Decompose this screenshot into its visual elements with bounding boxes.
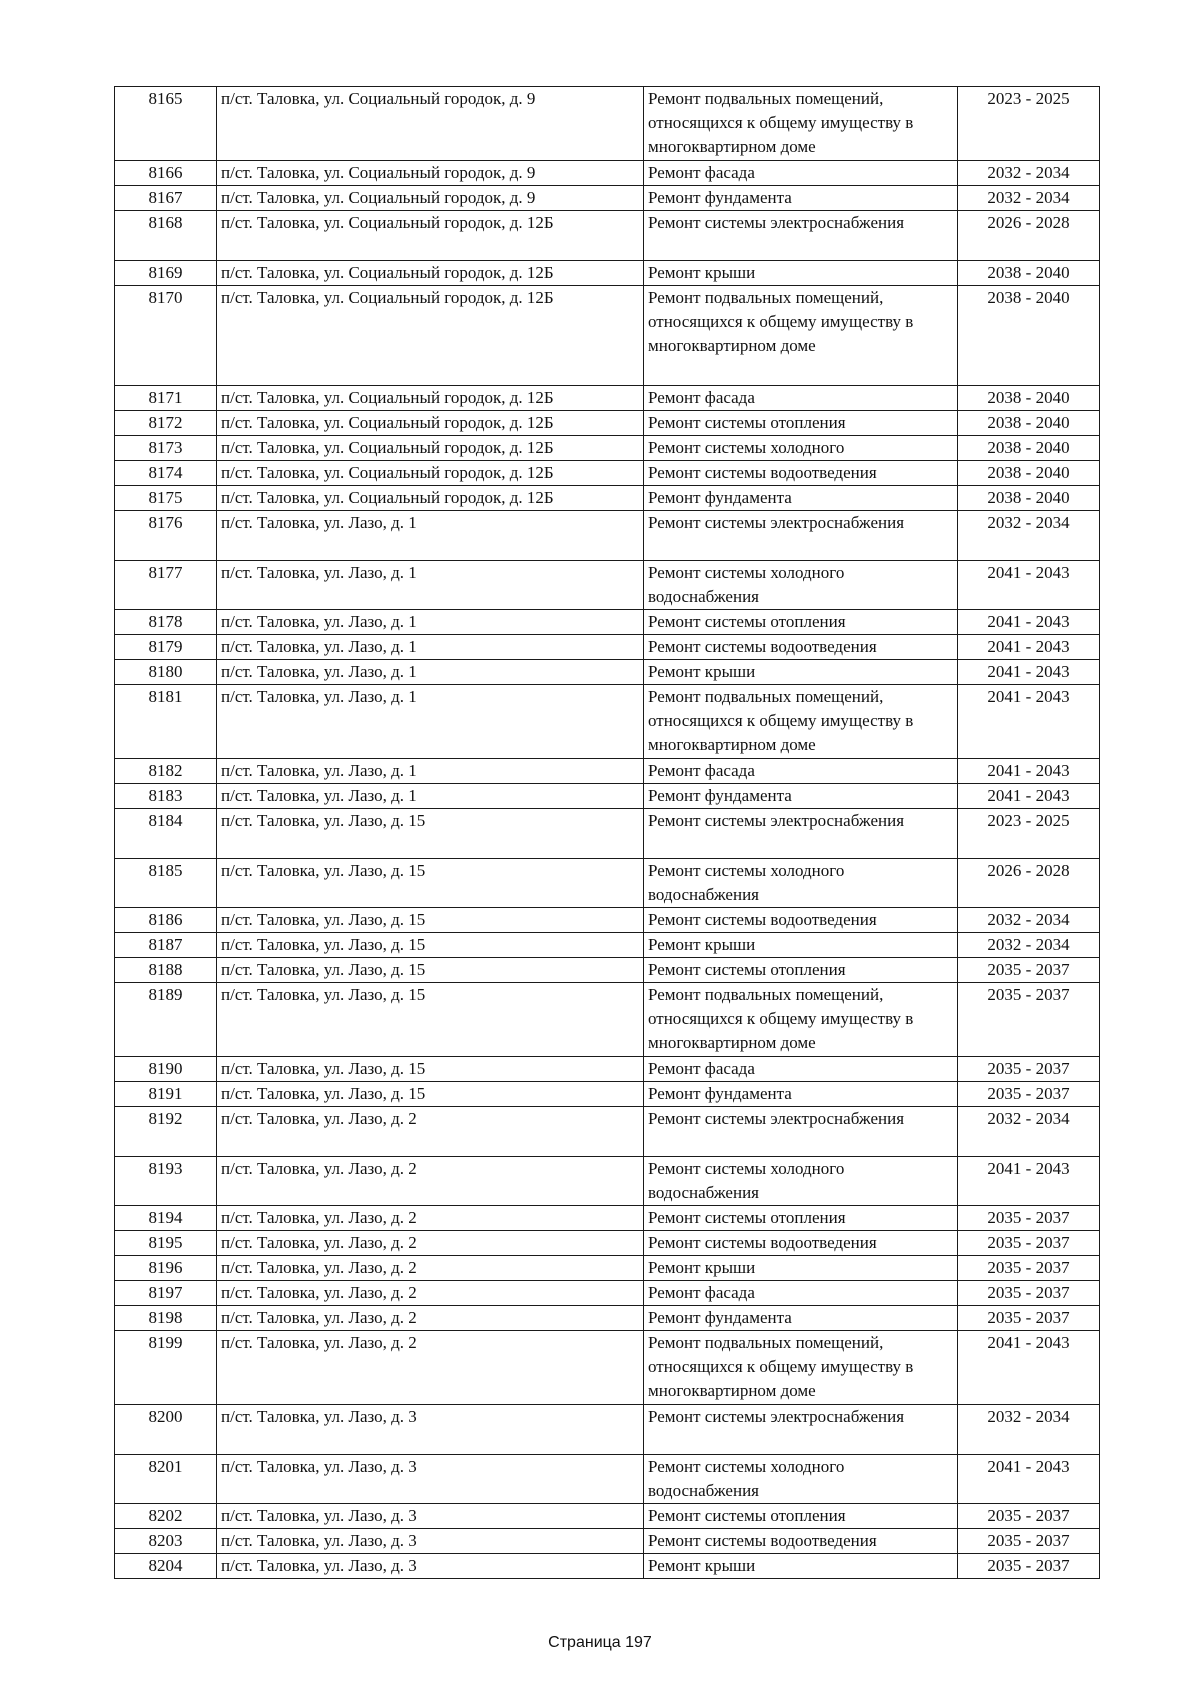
row-number: 8191 [115, 1082, 217, 1107]
row-work-type: Ремонт системы отопления [644, 610, 958, 635]
row-work-type: Ремонт системы водоотведения [644, 461, 958, 486]
row-number: 8194 [115, 1206, 217, 1231]
row-period: 2035 - 2037 [958, 1281, 1100, 1306]
row-period: 2035 - 2037 [958, 1256, 1100, 1281]
row-number: 8198 [115, 1306, 217, 1331]
row-number: 8197 [115, 1281, 217, 1306]
repair-schedule-table [114, 86, 1100, 1579]
table-row [115, 186, 1100, 211]
row-address: п/ст. Таловка, ул. Лазо, д. 15 [217, 908, 644, 933]
row-work-type: Ремонт фасада [644, 759, 958, 784]
row-address: п/ст. Таловка, ул. Лазо, д. 1 [217, 610, 644, 635]
row-period: 2026 - 2028 [958, 859, 1100, 908]
row-period: 2032 - 2034 [958, 1107, 1100, 1157]
row-number: 8203 [115, 1529, 217, 1554]
row-period: 2035 - 2037 [958, 1554, 1100, 1579]
row-work-type: Ремонт фасада [644, 1281, 958, 1306]
row-number: 8190 [115, 1057, 217, 1082]
table-row [115, 211, 1100, 261]
row-address: п/ст. Таловка, ул. Лазо, д. 2 [217, 1331, 644, 1405]
row-period: 2038 - 2040 [958, 411, 1100, 436]
row-work-type: Ремонт фасада [644, 386, 958, 411]
row-address: п/ст. Таловка, ул. Лазо, д. 2 [217, 1256, 644, 1281]
row-address: п/ст. Таловка, ул. Лазо, д. 15 [217, 1082, 644, 1107]
row-number: 8189 [115, 983, 217, 1057]
row-work-type: Ремонт крыши [644, 1256, 958, 1281]
row-period: 2023 - 2025 [958, 87, 1100, 161]
row-period: 2038 - 2040 [958, 461, 1100, 486]
row-work-type: Ремонт системы отопления [644, 411, 958, 436]
row-work-type: Ремонт системы холодного водоснабжения [644, 1455, 958, 1504]
page-number: Страница 197 [548, 1634, 652, 1651]
table-row [115, 561, 1100, 610]
row-number: 8169 [115, 261, 217, 286]
table-row [115, 859, 1100, 908]
row-number: 8201 [115, 1455, 217, 1504]
table-row [115, 461, 1100, 486]
table-row [115, 1107, 1100, 1157]
row-period: 2035 - 2037 [958, 1529, 1100, 1554]
table-row [115, 809, 1100, 859]
table-row [115, 1256, 1100, 1281]
row-work-type: Ремонт крыши [644, 933, 958, 958]
row-period: 2035 - 2037 [958, 1231, 1100, 1256]
row-period: 2041 - 2043 [958, 1455, 1100, 1504]
table-row [115, 1405, 1100, 1455]
row-work-type: Ремонт системы электроснабжения [644, 211, 958, 261]
row-period: 2032 - 2034 [958, 511, 1100, 561]
row-address: п/ст. Таловка, ул. Социальный городок, д. 9 [217, 186, 644, 211]
table-row [115, 161, 1100, 186]
row-period: 2035 - 2037 [958, 983, 1100, 1057]
row-number: 8167 [115, 186, 217, 211]
row-number: 8204 [115, 1554, 217, 1579]
row-number: 8183 [115, 784, 217, 809]
table-row [115, 1455, 1100, 1504]
table-row [115, 1057, 1100, 1082]
row-work-type: Ремонт подвальных помещений, относящихся к общему имуществу в многоквартирном доме [644, 87, 958, 161]
row-address: п/ст. Таловка, ул. Лазо, д. 2 [217, 1231, 644, 1256]
table-row [115, 411, 1100, 436]
row-number: 8178 [115, 610, 217, 635]
row-period: 2035 - 2037 [958, 958, 1100, 983]
row-address: п/ст. Таловка, ул. Лазо, д. 15 [217, 983, 644, 1057]
row-number: 8165 [115, 87, 217, 161]
row-address: п/ст. Таловка, ул. Социальный городок, д. 12Б [217, 486, 644, 511]
row-period: 2041 - 2043 [958, 610, 1100, 635]
row-address: п/ст. Таловка, ул. Лазо, д. 3 [217, 1455, 644, 1504]
row-work-type: Ремонт системы холодного [644, 436, 958, 461]
row-period: 2041 - 2043 [958, 685, 1100, 759]
row-period: 2038 - 2040 [958, 286, 1100, 386]
row-address: п/ст. Таловка, ул. Социальный городок, д. 12Б [217, 211, 644, 261]
row-work-type: Ремонт подвальных помещений, относящихся к общему имуществу в многоквартирном доме [644, 1331, 958, 1405]
row-work-type: Ремонт фасада [644, 161, 958, 186]
table-body [115, 87, 1100, 1579]
row-number: 8177 [115, 561, 217, 610]
table-row [115, 784, 1100, 809]
row-address: п/ст. Таловка, ул. Лазо, д. 15 [217, 1057, 644, 1082]
row-address: п/ст. Таловка, ул. Социальный городок, д. 9 [217, 87, 644, 161]
table-row [115, 386, 1100, 411]
row-address: п/ст. Таловка, ул. Лазо, д. 1 [217, 685, 644, 759]
row-work-type: Ремонт подвальных помещений, относящихся к общему имуществу в многоквартирном доме [644, 286, 958, 386]
table-row [115, 1206, 1100, 1231]
row-work-type: Ремонт фундамента [644, 486, 958, 511]
table-row [115, 908, 1100, 933]
row-work-type: Ремонт подвальных помещений, относящихся к общему имуществу в многоквартирном доме [644, 983, 958, 1057]
row-work-type: Ремонт системы водоотведения [644, 635, 958, 660]
row-address: п/ст. Таловка, ул. Лазо, д. 2 [217, 1157, 644, 1206]
row-address: п/ст. Таловка, ул. Лазо, д. 3 [217, 1405, 644, 1455]
row-period: 2035 - 2037 [958, 1082, 1100, 1107]
row-period: 2026 - 2028 [958, 211, 1100, 261]
row-number: 8195 [115, 1231, 217, 1256]
row-number: 8172 [115, 411, 217, 436]
row-work-type: Ремонт системы электроснабжения [644, 1107, 958, 1157]
row-period: 2038 - 2040 [958, 436, 1100, 461]
row-address: п/ст. Таловка, ул. Социальный городок, д. 12Б [217, 286, 644, 386]
row-period: 2023 - 2025 [958, 809, 1100, 859]
row-number: 8182 [115, 759, 217, 784]
row-address: п/ст. Таловка, ул. Лазо, д. 1 [217, 561, 644, 610]
row-period: 2038 - 2040 [958, 386, 1100, 411]
table-row [115, 286, 1100, 386]
table-row [115, 610, 1100, 635]
table-row [115, 1281, 1100, 1306]
row-address: п/ст. Таловка, ул. Лазо, д. 2 [217, 1206, 644, 1231]
row-address: п/ст. Таловка, ул. Лазо, д. 2 [217, 1281, 644, 1306]
row-number: 8193 [115, 1157, 217, 1206]
row-period: 2032 - 2034 [958, 933, 1100, 958]
row-work-type: Ремонт крыши [644, 660, 958, 685]
row-work-type: Ремонт подвальных помещений, относящихся к общему имуществу в многоквартирном доме [644, 685, 958, 759]
row-address: п/ст. Таловка, ул. Социальный городок, д. 12Б [217, 461, 644, 486]
table-row [115, 486, 1100, 511]
row-number: 8196 [115, 1256, 217, 1281]
row-address: п/ст. Таловка, ул. Лазо, д. 1 [217, 660, 644, 685]
row-address: п/ст. Таловка, ул. Лазо, д. 2 [217, 1107, 644, 1157]
row-work-type: Ремонт системы холодного водоснабжения [644, 859, 958, 908]
table-row [115, 1231, 1100, 1256]
row-period: 2035 - 2037 [958, 1057, 1100, 1082]
row-work-type: Ремонт системы электроснабжения [644, 1405, 958, 1455]
table-row [115, 87, 1100, 161]
row-period: 2041 - 2043 [958, 759, 1100, 784]
row-address: п/ст. Таловка, ул. Социальный городок, д. 12Б [217, 411, 644, 436]
table-row [115, 759, 1100, 784]
row-work-type: Ремонт крыши [644, 261, 958, 286]
table-row [115, 660, 1100, 685]
row-number: 8186 [115, 908, 217, 933]
row-number: 8187 [115, 933, 217, 958]
row-address: п/ст. Таловка, ул. Лазо, д. 15 [217, 859, 644, 908]
row-period: 2041 - 2043 [958, 635, 1100, 660]
table-row [115, 685, 1100, 759]
row-number: 8175 [115, 486, 217, 511]
row-address: п/ст. Таловка, ул. Лазо, д. 1 [217, 511, 644, 561]
table-row [115, 1331, 1100, 1405]
table-row [115, 1554, 1100, 1579]
row-address: п/ст. Таловка, ул. Лазо, д. 1 [217, 759, 644, 784]
row-address: п/ст. Таловка, ул. Лазо, д. 15 [217, 933, 644, 958]
row-work-type: Ремонт системы отопления [644, 958, 958, 983]
row-period: 2032 - 2034 [958, 908, 1100, 933]
row-period: 2041 - 2043 [958, 1331, 1100, 1405]
table-row [115, 261, 1100, 286]
row-period: 2035 - 2037 [958, 1306, 1100, 1331]
row-number: 8181 [115, 685, 217, 759]
row-period: 2032 - 2034 [958, 161, 1100, 186]
row-address: п/ст. Таловка, ул. Лазо, д. 15 [217, 958, 644, 983]
row-work-type: Ремонт системы электроснабжения [644, 809, 958, 859]
row-period: 2038 - 2040 [958, 486, 1100, 511]
row-address: п/ст. Таловка, ул. Социальный городок, д. 12Б [217, 386, 644, 411]
row-work-type: Ремонт фундамента [644, 1082, 958, 1107]
row-number: 8176 [115, 511, 217, 561]
row-number: 8184 [115, 809, 217, 859]
row-number: 8179 [115, 635, 217, 660]
row-number: 8174 [115, 461, 217, 486]
row-period: 2041 - 2043 [958, 784, 1100, 809]
row-address: п/ст. Таловка, ул. Лазо, д. 15 [217, 809, 644, 859]
row-work-type: Ремонт системы отопления [644, 1504, 958, 1529]
table-row [115, 511, 1100, 561]
table-row [115, 958, 1100, 983]
row-work-type: Ремонт крыши [644, 1554, 958, 1579]
row-work-type: Ремонт системы холодного водоснабжения [644, 561, 958, 610]
row-address: п/ст. Таловка, ул. Социальный городок, д. 12Б [217, 436, 644, 461]
row-number: 8180 [115, 660, 217, 685]
row-number: 8200 [115, 1405, 217, 1455]
row-work-type: Ремонт системы электроснабжения [644, 511, 958, 561]
row-address: п/ст. Таловка, ул. Социальный городок, д. 9 [217, 161, 644, 186]
row-period: 2032 - 2034 [958, 186, 1100, 211]
row-address: п/ст. Таловка, ул. Лазо, д. 1 [217, 784, 644, 809]
row-address: п/ст. Таловка, ул. Социальный городок, д. 12Б [217, 261, 644, 286]
table-row [115, 933, 1100, 958]
row-work-type: Ремонт системы водоотведения [644, 1231, 958, 1256]
row-number: 8188 [115, 958, 217, 983]
row-work-type: Ремонт системы водоотведения [644, 908, 958, 933]
row-work-type: Ремонт системы холодного водоснабжения [644, 1157, 958, 1206]
row-work-type: Ремонт системы водоотведения [644, 1529, 958, 1554]
row-address: п/ст. Таловка, ул. Лазо, д. 2 [217, 1306, 644, 1331]
row-period: 2041 - 2043 [958, 660, 1100, 685]
row-address: п/ст. Таловка, ул. Лазо, д. 3 [217, 1504, 644, 1529]
row-period: 2035 - 2037 [958, 1206, 1100, 1231]
row-work-type: Ремонт фундамента [644, 1306, 958, 1331]
row-number: 8171 [115, 386, 217, 411]
row-number: 8199 [115, 1331, 217, 1405]
table-row [115, 1306, 1100, 1331]
table-row [115, 635, 1100, 660]
table-row [115, 1504, 1100, 1529]
table-row [115, 1157, 1100, 1206]
row-period: 2035 - 2037 [958, 1504, 1100, 1529]
row-period: 2032 - 2034 [958, 1405, 1100, 1455]
table-row [115, 1529, 1100, 1554]
row-number: 8173 [115, 436, 217, 461]
row-work-type: Ремонт фундамента [644, 186, 958, 211]
row-number: 8185 [115, 859, 217, 908]
row-work-type: Ремонт фундамента [644, 784, 958, 809]
row-period: 2041 - 2043 [958, 1157, 1100, 1206]
row-number: 8166 [115, 161, 217, 186]
row-address: п/ст. Таловка, ул. Лазо, д. 1 [217, 635, 644, 660]
row-number: 8192 [115, 1107, 217, 1157]
row-address: п/ст. Таловка, ул. Лазо, д. 3 [217, 1529, 644, 1554]
table-row [115, 983, 1100, 1057]
table-row [115, 1082, 1100, 1107]
table-row [115, 436, 1100, 461]
row-work-type: Ремонт фасада [644, 1057, 958, 1082]
row-period: 2038 - 2040 [958, 261, 1100, 286]
row-address: п/ст. Таловка, ул. Лазо, д. 3 [217, 1554, 644, 1579]
row-number: 8168 [115, 211, 217, 261]
row-number: 8170 [115, 286, 217, 386]
row-period: 2041 - 2043 [958, 561, 1100, 610]
row-number: 8202 [115, 1504, 217, 1529]
row-work-type: Ремонт системы отопления [644, 1206, 958, 1231]
